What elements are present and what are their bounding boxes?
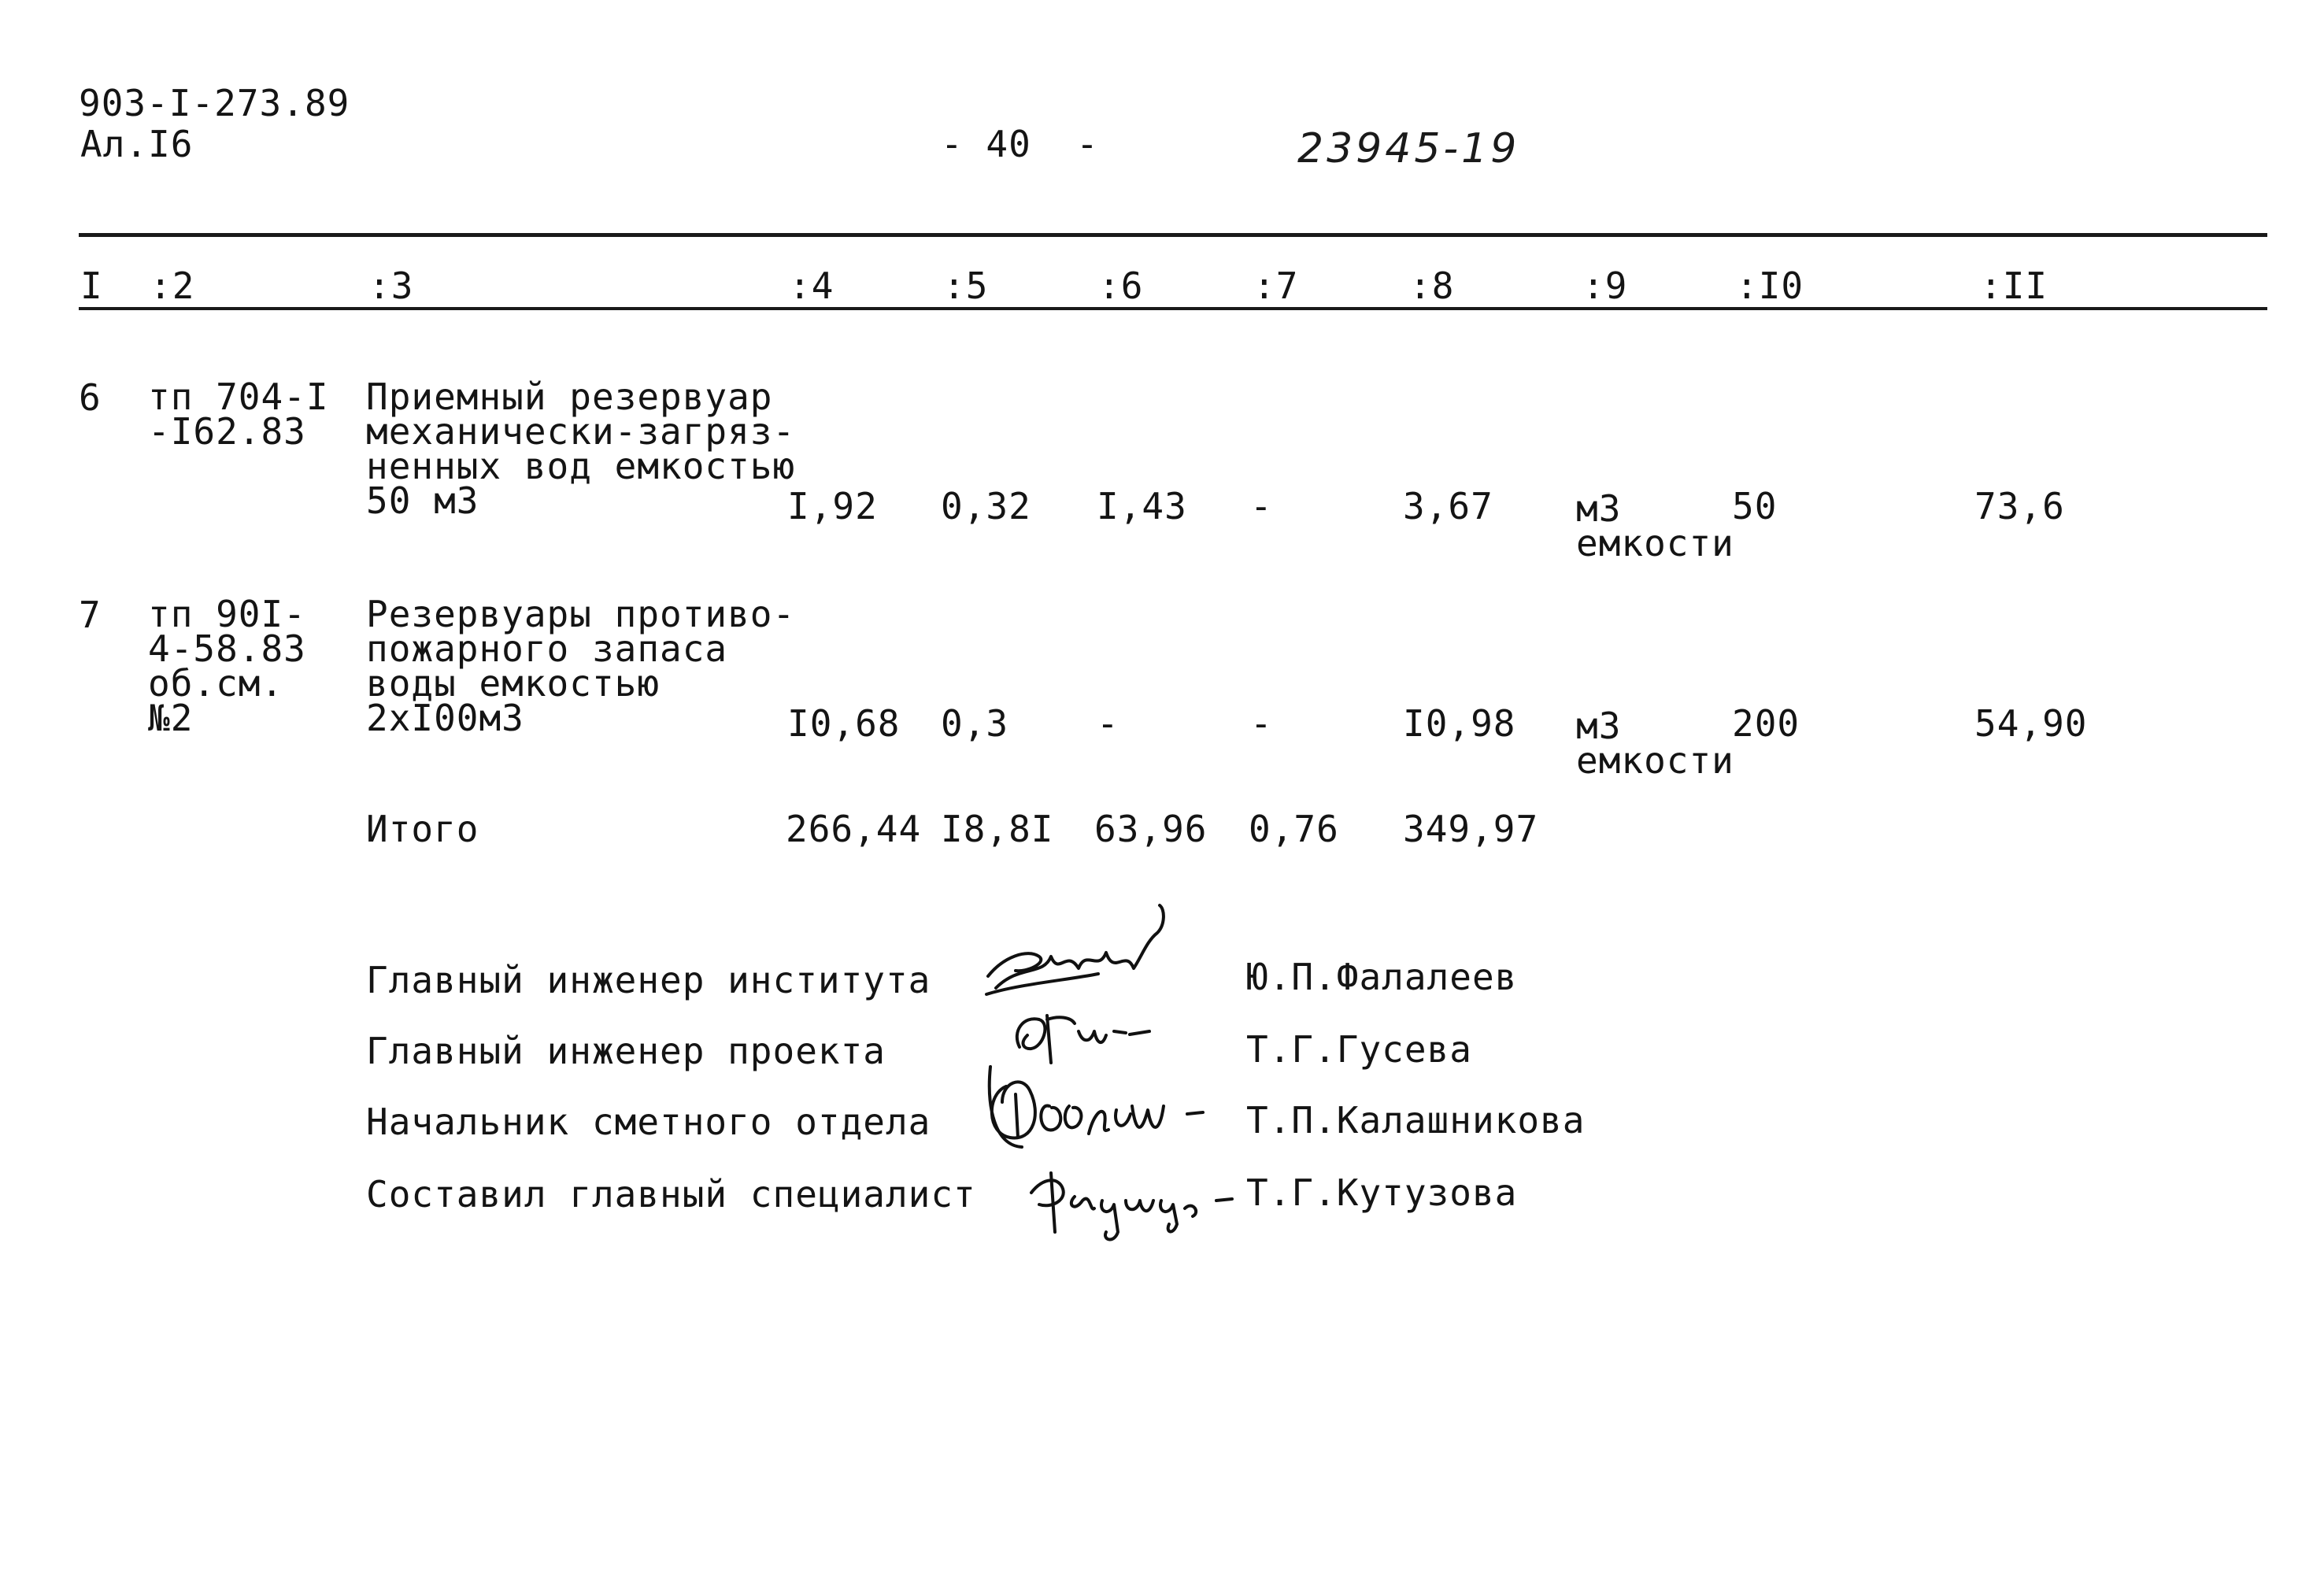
total-col8: 349,97 (1403, 808, 1539, 850)
cell-col6: I,43 (1097, 485, 1187, 527)
handwritten-number: 23945-19 (1297, 125, 1520, 172)
column-header: :4 (789, 265, 834, 307)
quantity: 50 (1732, 485, 1778, 527)
cell-col4: I,92 (787, 485, 878, 527)
row-number: 7 (79, 594, 102, 636)
signer-role: Составил главный специалист (366, 1173, 976, 1216)
signer-name: Т.Г.Гусева (1246, 1028, 1472, 1071)
total-col4: 266,44 (786, 808, 922, 850)
page-number: - 40 - (941, 123, 1099, 165)
table-top-rule (79, 233, 2267, 237)
item-name: Приемный резервуар механически-загряз- ненных вод емкостью 50 м3 (366, 376, 796, 522)
total-col5: I8,8I (941, 808, 1054, 850)
doc-code: 903-I-273.89 (79, 82, 350, 124)
item-name: Резервуары противо- пожарного запаса воды емкостью 2хI00м3 (366, 593, 796, 739)
column-header: :8 (1409, 265, 1455, 307)
column-header: :2 (150, 265, 195, 307)
total-col6: 63,96 (1094, 808, 1208, 850)
signer-role: Главный инженер проекта (366, 1030, 886, 1072)
cell-col6: - (1097, 702, 1119, 745)
total-col7: 0,76 (1249, 808, 1339, 850)
signer-name: Т.П.Калашникова (1246, 1099, 1586, 1142)
project-code: тп 704-I -I62.83 (148, 376, 329, 453)
column-header: :II (1980, 265, 2048, 307)
signer-role: Начальник сметного отдела (366, 1101, 931, 1143)
table-header-rule (79, 307, 2267, 310)
cell-col4: I0,68 (787, 702, 901, 745)
project-code: тп 90I- 4-58.83 об.см. №2 (148, 593, 306, 739)
column-header: :6 (1098, 265, 1144, 307)
column-header: :I0 (1736, 265, 1804, 307)
signer-name: Ю.П.Фалалеев (1246, 956, 1518, 998)
cell-col7: - (1250, 702, 1273, 745)
column-header: I (80, 265, 103, 307)
totals-label: Итого (366, 808, 479, 850)
cell-col8: I0,98 (1403, 702, 1516, 745)
row-number: 6 (79, 376, 102, 419)
signer-name: Т.Г.Кутузова (1246, 1171, 1518, 1214)
column-header: :5 (943, 265, 989, 307)
cell-col11: 54,90 (1974, 702, 2088, 745)
column-header: :3 (368, 265, 414, 307)
unit-of-measure: м3 емкости (1576, 487, 1734, 564)
quantity: 200 (1732, 702, 1800, 745)
cell-col5: 0,32 (941, 485, 1031, 527)
signature-kalashnikova (975, 1059, 1230, 1149)
signature-kutuzova (1016, 1145, 1244, 1248)
cell-col7: - (1250, 485, 1273, 527)
cell-col8: 3,67 (1403, 485, 1493, 527)
signer-role: Главный инженер института (366, 959, 931, 1001)
column-header: :7 (1253, 265, 1299, 307)
cell-col11: 73,6 (1974, 485, 2065, 527)
column-header: :9 (1582, 265, 1628, 307)
unit-of-measure: м3 емкости (1576, 705, 1734, 782)
cell-col5: 0,3 (941, 702, 1009, 745)
album-number: Ал.I6 (80, 123, 194, 165)
